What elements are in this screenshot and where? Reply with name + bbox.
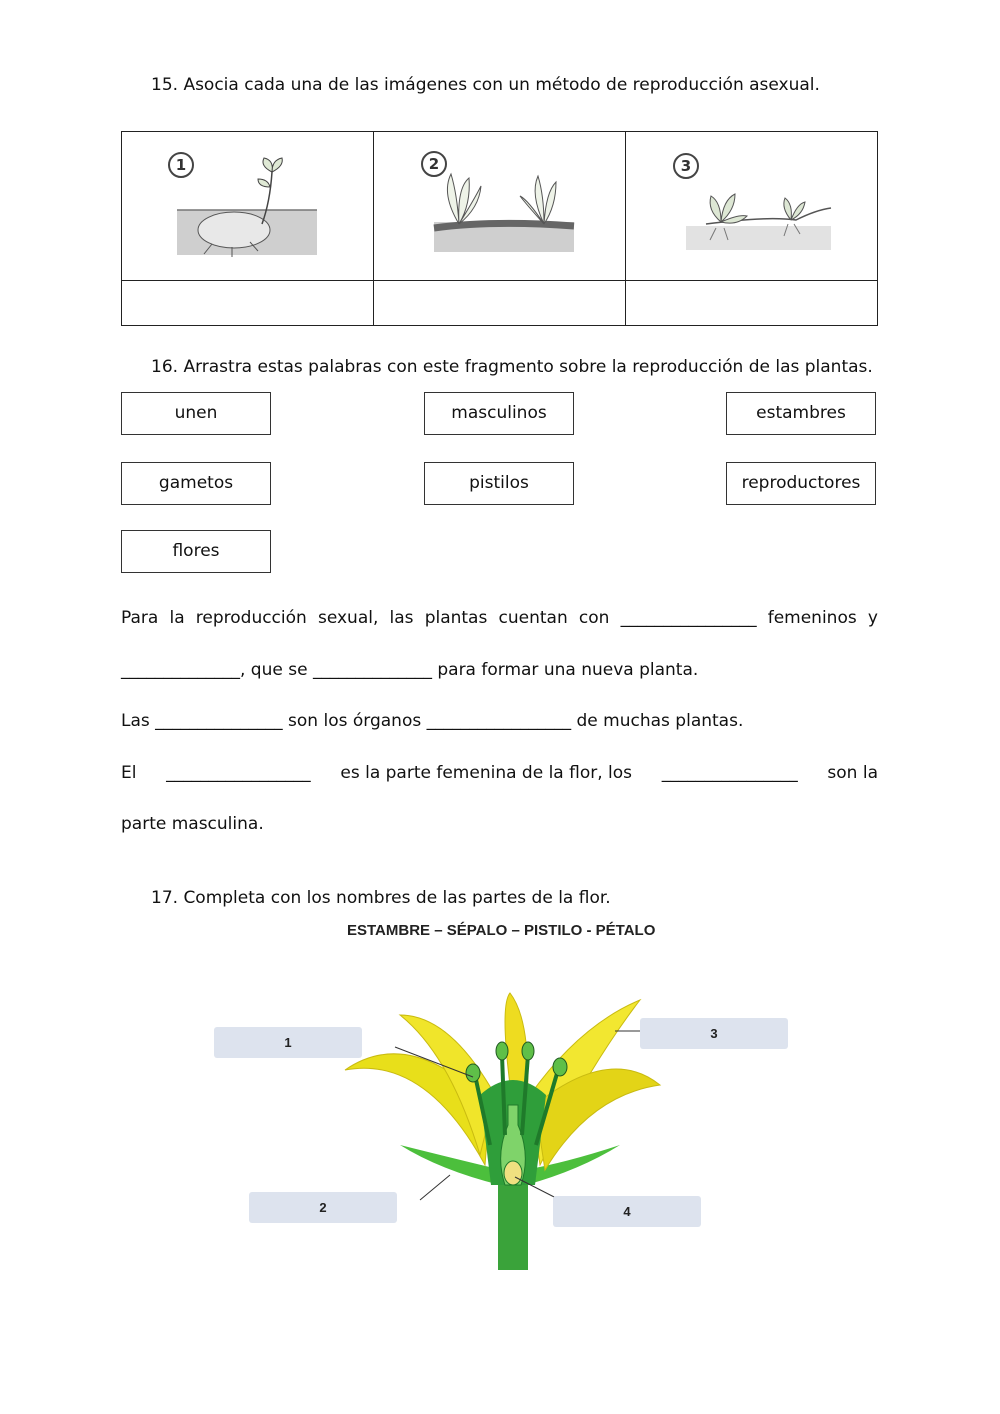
blank-estambres[interactable]: ________________	[661, 763, 798, 783]
flower-diagram-icon	[330, 985, 690, 1280]
q16-prompt: 16. Arrastra estas palabras con este fragmento sobre la reproducción de las plantas.	[151, 357, 873, 377]
answer-cell-1[interactable]	[122, 281, 374, 326]
q15-table	[121, 131, 878, 326]
flower-label-4[interactable]: 4	[553, 1196, 701, 1227]
answer-cell-3[interactable]	[626, 281, 878, 326]
text-word: reproducción	[195, 608, 307, 628]
word-estambres[interactable]: estambres	[726, 392, 876, 435]
q17-prompt: 17. Completa con los nombres de las partes de la flor.	[151, 888, 611, 908]
text-word: con	[578, 608, 610, 628]
text-line-4	[121, 763, 878, 783]
text-word: y	[867, 608, 878, 628]
word-masculinos[interactable]: masculinos	[424, 392, 574, 435]
word-gametos[interactable]: gametos	[121, 462, 271, 505]
flower-label-3[interactable]: 3	[640, 1018, 788, 1049]
flower-label-2[interactable]: 2	[249, 1192, 397, 1223]
text-word: femeninos	[767, 608, 857, 628]
flower-parts-title: ESTAMBRE – SÉPALO – PISTILO - PÉTALO	[347, 922, 656, 939]
image-number-1: 1	[168, 152, 194, 178]
text-word: sexual,	[317, 608, 379, 628]
tuber-sprout-icon	[122, 132, 372, 280]
text-word: Para	[121, 608, 159, 628]
answer-cell-2[interactable]	[374, 281, 626, 326]
q15-prompt: 15. Asocia cada una de las imágenes con un método de reproducción asexual.	[151, 75, 820, 95]
image-number-2: 2	[421, 151, 447, 177]
blank-1[interactable]: ________________	[620, 608, 757, 628]
text-word: El	[121, 763, 137, 783]
text-word: plantas	[424, 608, 488, 628]
blank-pistilo[interactable]: _________________	[166, 763, 311, 783]
text-word: cuentan	[498, 608, 568, 628]
word-unen[interactable]: unen	[121, 392, 271, 435]
image-number-3: 3	[673, 153, 699, 179]
text-line-1	[121, 608, 878, 628]
text-word: son la	[827, 763, 878, 783]
text-word: la	[169, 608, 185, 628]
word-pistilos[interactable]: pistilos	[424, 462, 574, 505]
text-word: las	[389, 608, 414, 628]
text-line-3: Las _______________ son los órganos _________________ de muchas plantas.	[121, 711, 744, 731]
stolon-plants-icon	[626, 132, 876, 280]
word-reproductores[interactable]: reproductores	[726, 462, 876, 505]
image-cell-1	[122, 132, 374, 281]
word-flores[interactable]: flores	[121, 530, 271, 573]
rhizome-plants-icon	[374, 132, 624, 280]
flower-label-1[interactable]: 1	[214, 1027, 362, 1058]
text-line-5: parte masculina.	[121, 814, 264, 834]
text-line-2: ______________, que se ______________ para formar una nueva planta.	[121, 660, 699, 680]
text-segment: es la parte femenina de la flor, los	[340, 763, 633, 783]
image-cell-3	[626, 132, 878, 281]
image-cell-2	[374, 132, 626, 281]
